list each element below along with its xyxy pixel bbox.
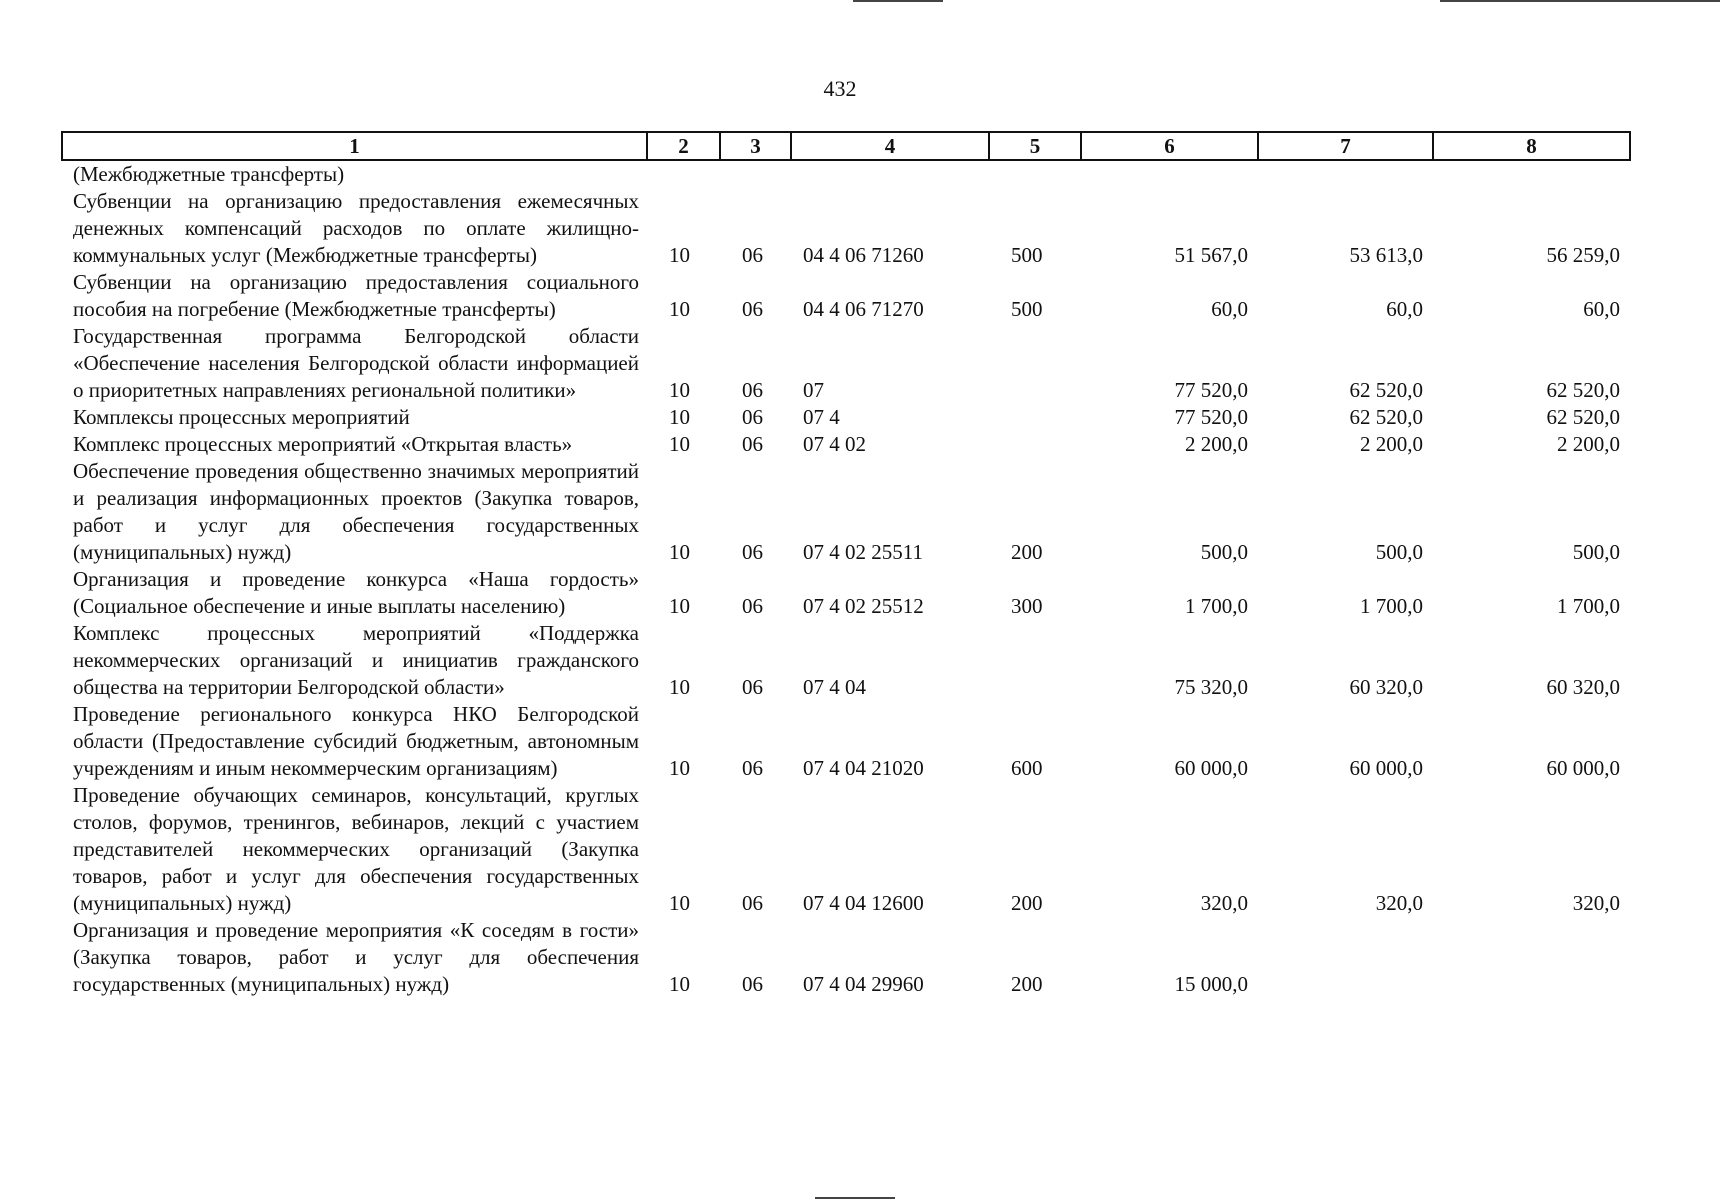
subsection-code-cell bbox=[720, 160, 791, 188]
subsection-code-cell: 06 bbox=[742, 972, 763, 996]
subsection-code-cell: 06 bbox=[742, 540, 763, 564]
section-code-cell: 10 bbox=[669, 675, 690, 699]
amount-year-1-cell: 60 000,0 bbox=[1174, 756, 1248, 780]
row-name-cell: Организация и проведение мероприятия «К соседям в гости» (Закупка товаров, работ и услуг для обеспечения государственных (муниципальных) нужд) bbox=[73, 918, 639, 996]
row-name-cell: Комплексы процессных мероприятий bbox=[73, 405, 410, 429]
amount-year-2-cell: 500,0 bbox=[1375, 540, 1423, 564]
expense-type-cell bbox=[989, 620, 1081, 701]
expense-type-cell bbox=[989, 404, 1081, 431]
section-code-cell: 10 bbox=[669, 540, 690, 564]
expense-type-cell: 200 bbox=[1011, 891, 1043, 915]
table-header-row bbox=[62, 132, 1630, 160]
scan-edge-mark-bottom bbox=[815, 1197, 895, 1199]
amount-year-3-cell: 60 000,0 bbox=[1546, 756, 1620, 780]
amount-year-2-cell: 60,0 bbox=[1386, 297, 1423, 321]
amount-year-1-cell: 77 520,0 bbox=[1174, 405, 1248, 429]
table-row bbox=[62, 431, 1630, 458]
expense-type-cell: 600 bbox=[1011, 756, 1043, 780]
amount-year-3-cell: 2 200,0 bbox=[1557, 432, 1620, 456]
target-article-cell: 07 4 02 bbox=[803, 432, 866, 456]
table-body bbox=[62, 160, 1630, 998]
section-code-cell: 10 bbox=[669, 972, 690, 996]
table-row bbox=[62, 620, 1630, 701]
amount-year-1-cell bbox=[1081, 160, 1258, 188]
subsection-code-cell: 06 bbox=[742, 297, 763, 321]
amount-year-2-cell: 60 320,0 bbox=[1349, 675, 1423, 699]
row-name-cell: Субвенции на организацию предоставления социального пособия на погребение (Межбюджетные трансферты) bbox=[73, 270, 639, 321]
scan-edge-mark-top-right bbox=[1440, 0, 1720, 2]
target-article-cell: 04 4 06 71270 bbox=[803, 297, 924, 321]
amount-year-2-cell: 60 000,0 bbox=[1349, 756, 1423, 780]
amount-year-3-cell bbox=[1433, 160, 1630, 188]
row-name-cell: Субвенции на организацию предоставления ежемесячных денежных компенсаций расходов по оплате жилищно-коммунальных услуг (Межбюджетные трансферты) bbox=[73, 189, 639, 267]
subsection-code-cell: 06 bbox=[742, 756, 763, 780]
section-code-cell: 10 bbox=[669, 405, 690, 429]
section-code-cell: 10 bbox=[669, 297, 690, 321]
target-article-cell: 07 4 02 25511 bbox=[803, 540, 923, 564]
section-code-cell: 10 bbox=[669, 594, 690, 618]
subsection-code-cell: 06 bbox=[742, 891, 763, 915]
section-code-cell bbox=[647, 160, 720, 188]
amount-year-1-cell: 1 700,0 bbox=[1185, 594, 1248, 618]
table-row bbox=[62, 269, 1630, 323]
column-header: 5 bbox=[989, 132, 1081, 160]
section-code-cell: 10 bbox=[669, 432, 690, 456]
subsection-code-cell: 06 bbox=[742, 378, 763, 402]
column-header: 6 bbox=[1081, 132, 1258, 160]
expense-type-cell bbox=[989, 323, 1081, 404]
table-row bbox=[62, 701, 1630, 782]
amount-year-1-cell: 75 320,0 bbox=[1174, 675, 1248, 699]
target-article-cell: 07 4 02 25512 bbox=[803, 594, 924, 618]
column-header: 1 bbox=[62, 132, 647, 160]
amount-year-1-cell: 500,0 bbox=[1200, 540, 1248, 564]
row-name-cell: Комплекс процессных мероприятий «Открытая власть» bbox=[73, 432, 573, 456]
table-row bbox=[62, 160, 1630, 188]
budget-table bbox=[61, 131, 1631, 998]
expense-type-cell: 200 bbox=[1011, 540, 1043, 564]
table-row bbox=[62, 188, 1630, 269]
target-article-cell: 07 4 04 29960 bbox=[803, 972, 924, 996]
amount-year-3-cell: 60,0 bbox=[1583, 297, 1620, 321]
amount-year-1-cell: 320,0 bbox=[1200, 891, 1248, 915]
amount-year-3-cell: 62 520,0 bbox=[1546, 378, 1620, 402]
subsection-code-cell: 06 bbox=[742, 243, 763, 267]
amount-year-3-cell: 500,0 bbox=[1572, 540, 1620, 564]
amount-year-1-cell: 51 567,0 bbox=[1174, 243, 1248, 267]
amount-year-2-cell bbox=[1258, 160, 1433, 188]
amount-year-1-cell: 15 000,0 bbox=[1174, 972, 1248, 996]
amount-year-2-cell bbox=[1258, 917, 1433, 998]
row-name-cell: (Межбюджетные трансферты) bbox=[73, 162, 345, 186]
row-name-cell: Обеспечение проведения общественно значимых мероприятий и реализация информационных проектов (Закупка товаров, работ и услуг для обеспечения государственных (муниципальных) нужд) bbox=[73, 459, 639, 564]
subsection-code-cell: 06 bbox=[742, 432, 763, 456]
amount-year-3-cell: 56 259,0 bbox=[1546, 243, 1620, 267]
table-row bbox=[62, 323, 1630, 404]
expense-type-cell bbox=[989, 160, 1081, 188]
section-code-cell: 10 bbox=[669, 891, 690, 915]
section-code-cell: 10 bbox=[669, 378, 690, 402]
amount-year-1-cell: 60,0 bbox=[1211, 297, 1248, 321]
amount-year-3-cell bbox=[1433, 917, 1630, 998]
amount-year-3-cell: 62 520,0 bbox=[1546, 405, 1620, 429]
expense-type-cell bbox=[989, 431, 1081, 458]
subsection-code-cell: 06 bbox=[742, 405, 763, 429]
target-article-cell: 04 4 06 71260 bbox=[803, 243, 924, 267]
expense-type-cell: 200 bbox=[1011, 972, 1043, 996]
amount-year-2-cell: 2 200,0 bbox=[1360, 432, 1423, 456]
amount-year-2-cell: 53 613,0 bbox=[1349, 243, 1423, 267]
row-name-cell: Государственная программа Белгородской области «Обеспечение населения Белгородской области информацией о приоритетных направлениях региональной политики» bbox=[73, 324, 639, 402]
column-header: 8 bbox=[1433, 132, 1630, 160]
amount-year-1-cell: 2 200,0 bbox=[1185, 432, 1248, 456]
target-article-cell: 07 4 bbox=[803, 405, 840, 429]
expense-type-cell: 300 bbox=[1011, 594, 1043, 618]
column-header: 4 bbox=[791, 132, 989, 160]
target-article-cell: 07 4 04 12600 bbox=[803, 891, 924, 915]
scan-edge-mark-top-center bbox=[853, 0, 943, 2]
amount-year-3-cell: 320,0 bbox=[1572, 891, 1620, 915]
amount-year-3-cell: 1 700,0 bbox=[1557, 594, 1620, 618]
column-header: 2 bbox=[647, 132, 720, 160]
row-name-cell: Организация и проведение конкурса «Наша гордость» (Социальное обеспечение и иные выплаты населению) bbox=[73, 567, 639, 618]
row-name-cell: Проведение обучающих семинаров, консультаций, круглых столов, форумов, тренингов, вебинаров, лекций с участием представителей некоммерческих организаций (Закупка товаров, работ и услуг для обеспечения государственных (муниципальных) нужд) bbox=[73, 783, 639, 915]
amount-year-2-cell: 320,0 bbox=[1375, 891, 1423, 915]
table-row bbox=[62, 782, 1630, 917]
target-article-cell: 07 bbox=[803, 378, 824, 402]
column-header: 7 bbox=[1258, 132, 1433, 160]
target-article-cell: 07 4 04 21020 bbox=[803, 756, 924, 780]
section-code-cell: 10 bbox=[669, 243, 690, 267]
expense-type-cell: 500 bbox=[1011, 243, 1043, 267]
amount-year-2-cell: 1 700,0 bbox=[1360, 594, 1423, 618]
page-number: 432 bbox=[823, 76, 857, 101]
amount-year-3-cell: 60 320,0 bbox=[1546, 675, 1620, 699]
row-name-cell: Проведение регионального конкурса НКО Белгородской области (Предоставление субсидий бюджетным, автономным учреждениям и иным некоммерческим организациям) bbox=[73, 702, 639, 780]
table-row bbox=[62, 917, 1630, 998]
table-row bbox=[62, 404, 1630, 431]
target-article-cell: 07 4 04 bbox=[803, 675, 866, 699]
table-row bbox=[62, 458, 1630, 566]
column-header: 3 bbox=[720, 132, 791, 160]
target-article-cell bbox=[791, 160, 989, 188]
subsection-code-cell: 06 bbox=[742, 594, 763, 618]
amount-year-1-cell: 77 520,0 bbox=[1174, 378, 1248, 402]
expense-type-cell: 500 bbox=[1011, 297, 1043, 321]
amount-year-2-cell: 62 520,0 bbox=[1349, 378, 1423, 402]
amount-year-2-cell: 62 520,0 bbox=[1349, 405, 1423, 429]
subsection-code-cell: 06 bbox=[742, 675, 763, 699]
row-name-cell: Комплекс процессных мероприятий «Поддержка некоммерческих организаций и инициатив гражданского общества на территории Белгородской области» bbox=[73, 621, 639, 699]
table-row bbox=[62, 566, 1630, 620]
section-code-cell: 10 bbox=[669, 756, 690, 780]
